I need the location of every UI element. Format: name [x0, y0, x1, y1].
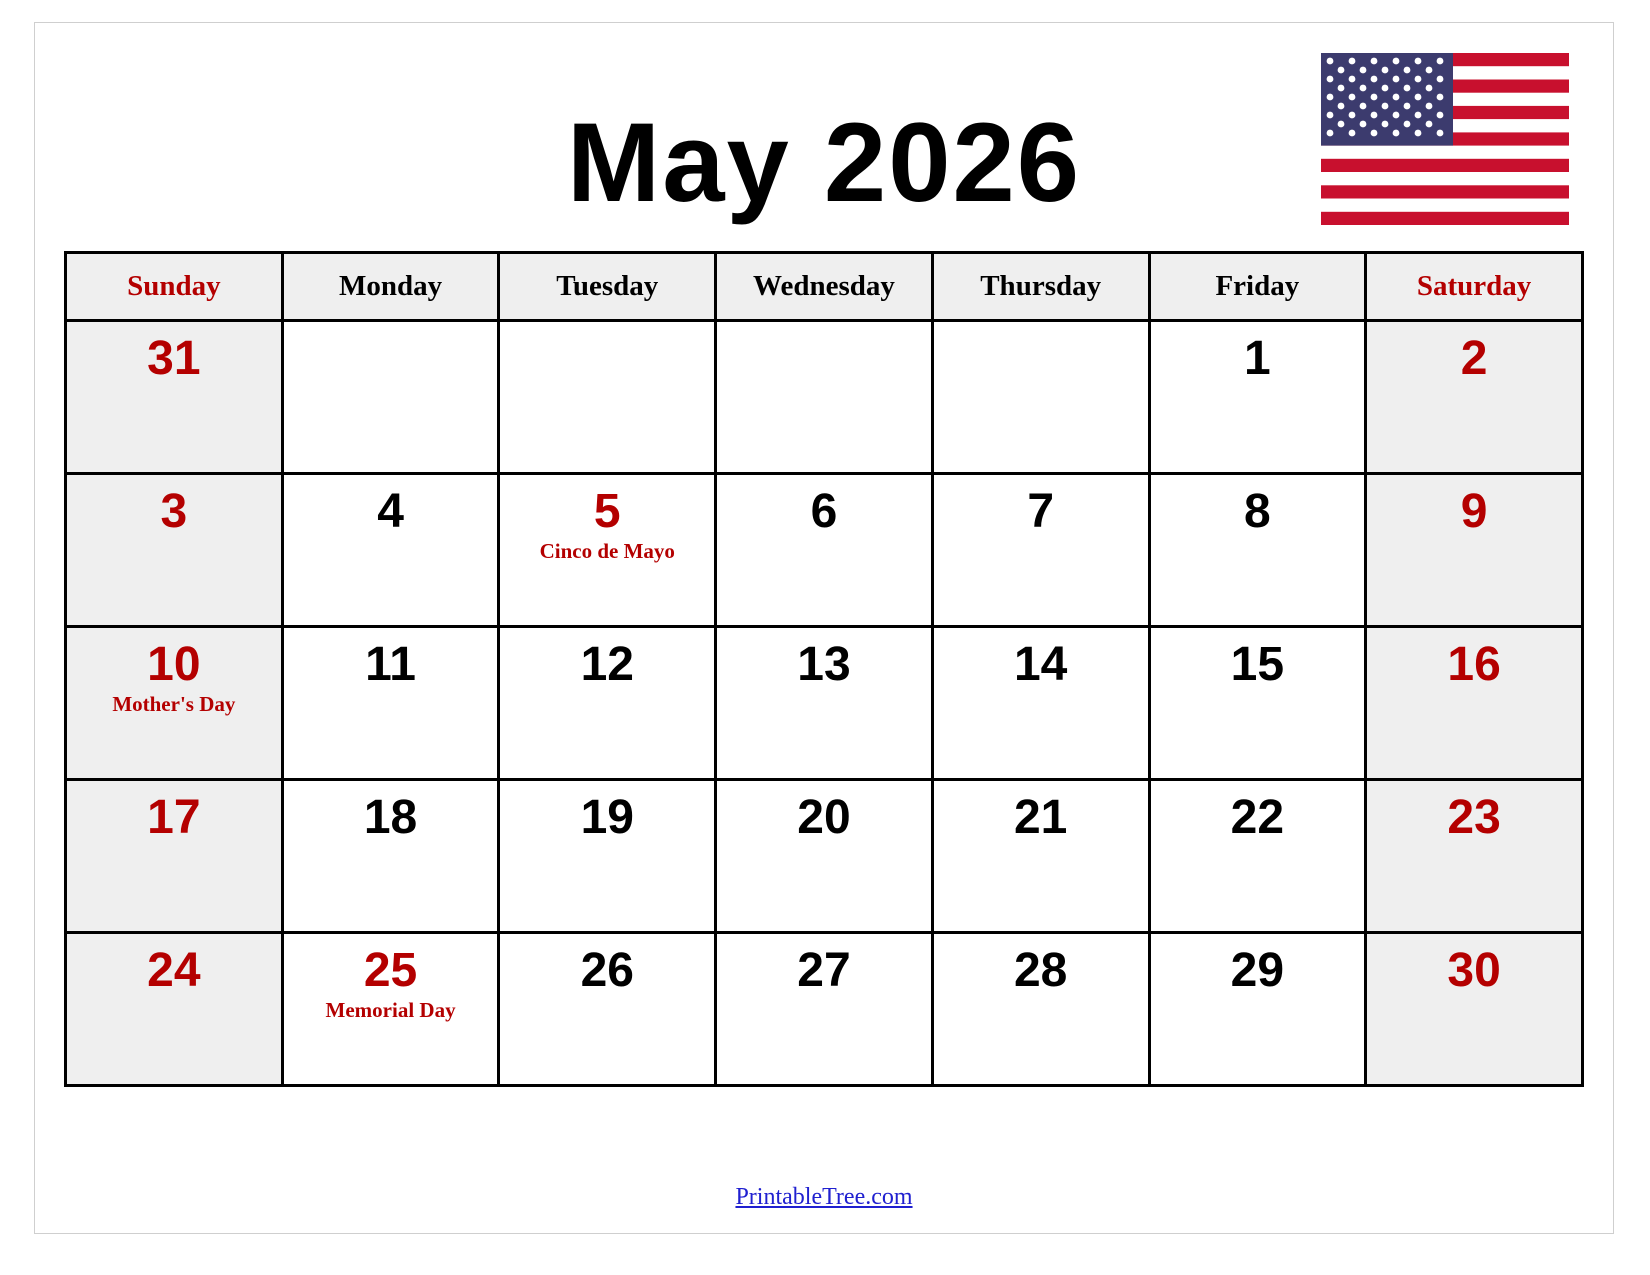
calendar-day-cell[interactable]: [932, 474, 1149, 627]
day-number: 24: [147, 944, 201, 997]
calendar-day-cell[interactable]: [716, 627, 933, 780]
day-number: 31: [147, 332, 201, 385]
calendar-week-row: [66, 474, 1583, 627]
calendar-day-cell[interactable]: [66, 321, 283, 474]
calendar-day-cell[interactable]: [282, 321, 499, 474]
printabletree-link[interactable]: PrintableTree.com: [735, 1184, 913, 1210]
calendar-day-cell[interactable]: [499, 321, 716, 474]
day-event: Memorial Day: [325, 998, 456, 1023]
day-number: 16: [1447, 638, 1501, 691]
day-number: 2: [1460, 332, 1488, 385]
day-number: [500, 322, 714, 334]
calendar-day-cell[interactable]: [499, 474, 716, 627]
calendar-day-cell[interactable]: [716, 321, 933, 474]
day-number: 14: [1013, 638, 1068, 691]
day-event: Cinco de Mayo: [539, 539, 675, 564]
calendar-day-cell[interactable]: [716, 780, 933, 933]
day-number: 30: [1447, 944, 1501, 997]
day-number: 12: [580, 638, 634, 691]
weekday-header-friday: Friday: [1149, 253, 1366, 321]
day-number: 6: [810, 485, 838, 538]
calendar-day-cell[interactable]: [932, 933, 1149, 1086]
day-number: [717, 322, 931, 334]
calendar-page: [34, 22, 1614, 1234]
calendar-day-cell[interactable]: [66, 627, 283, 780]
calendar-day-cell[interactable]: [499, 780, 716, 933]
calendar-day-cell[interactable]: [66, 780, 283, 933]
day-number: 29: [1230, 944, 1285, 997]
calendar-week-row: [66, 321, 1583, 474]
calendar-day-cell[interactable]: [932, 627, 1149, 780]
day-number: 8: [1244, 485, 1271, 538]
weekday-header-monday: Monday: [282, 253, 499, 321]
day-number: 21: [1013, 791, 1068, 844]
weekday-header-sunday: Sunday: [66, 253, 283, 321]
day-number: 9: [1460, 485, 1488, 538]
calendar-week-row: [66, 933, 1583, 1086]
calendar-grid: [64, 251, 1584, 1087]
day-number: 3: [160, 485, 188, 538]
day-number: 22: [1230, 791, 1285, 844]
day-number: 28: [1013, 944, 1068, 997]
calendar-day-cell[interactable]: [282, 780, 499, 933]
calendar-day-cell[interactable]: [1366, 321, 1583, 474]
day-number: 19: [580, 791, 634, 844]
calendar-day-cell[interactable]: [716, 933, 933, 1086]
day-number: 7: [1027, 485, 1055, 538]
us-flag-icon: [1321, 53, 1569, 225]
day-number: [934, 322, 1148, 334]
weekday-header-thursday: Thursday: [932, 253, 1149, 321]
day-number: 10: [147, 638, 201, 691]
day-number: 20: [797, 791, 851, 844]
calendar-day-cell[interactable]: [282, 933, 499, 1086]
calendar-day-cell[interactable]: [66, 933, 283, 1086]
calendar-day-cell[interactable]: [1149, 474, 1366, 627]
calendar-week-row: [66, 627, 1583, 780]
calendar-day-cell[interactable]: [282, 474, 499, 627]
calendar-day-cell[interactable]: [1366, 474, 1583, 627]
calendar-day-cell[interactable]: [1366, 627, 1583, 780]
calendar-week-row: [66, 780, 1583, 933]
day-number: 1: [1244, 332, 1271, 385]
calendar-day-cell[interactable]: [499, 933, 716, 1086]
weekday-header-row: [66, 253, 1583, 321]
calendar-day-cell[interactable]: [1149, 933, 1366, 1086]
footer: [35, 1184, 1613, 1211]
calendar-day-cell[interactable]: [932, 321, 1149, 474]
day-number: 13: [797, 638, 851, 691]
page-title: May 2026: [566, 100, 1082, 225]
day-number: 4: [377, 485, 404, 538]
day-number: 15: [1230, 638, 1285, 691]
day-number: 27: [797, 944, 851, 997]
calendar-day-cell[interactable]: [1149, 780, 1366, 933]
calendar-day-cell[interactable]: [1149, 321, 1366, 474]
weekday-header-tuesday: Tuesday: [499, 253, 716, 321]
calendar-day-cell[interactable]: [932, 780, 1149, 933]
day-number: 11: [365, 638, 416, 691]
calendar-day-cell[interactable]: [1366, 780, 1583, 933]
day-number: 26: [580, 944, 634, 997]
calendar-day-cell[interactable]: [1366, 933, 1583, 1086]
weekday-header-wednesday: Wednesday: [716, 253, 933, 321]
calendar-day-cell[interactable]: [66, 474, 283, 627]
calendar-day-cell[interactable]: [716, 474, 933, 627]
day-number: [284, 322, 498, 334]
day-event: Mother's Day: [112, 692, 236, 717]
day-number: 17: [147, 791, 201, 844]
day-number: 18: [363, 791, 418, 844]
calendar-header: [35, 23, 1613, 251]
calendar-day-cell[interactable]: [1149, 627, 1366, 780]
calendar-day-cell[interactable]: [282, 627, 499, 780]
day-number: 25: [363, 944, 418, 997]
calendar-day-cell[interactable]: [499, 627, 716, 780]
day-number: 5: [593, 485, 621, 538]
weekday-header-saturday: Saturday: [1366, 253, 1583, 321]
day-number: 23: [1447, 791, 1501, 844]
